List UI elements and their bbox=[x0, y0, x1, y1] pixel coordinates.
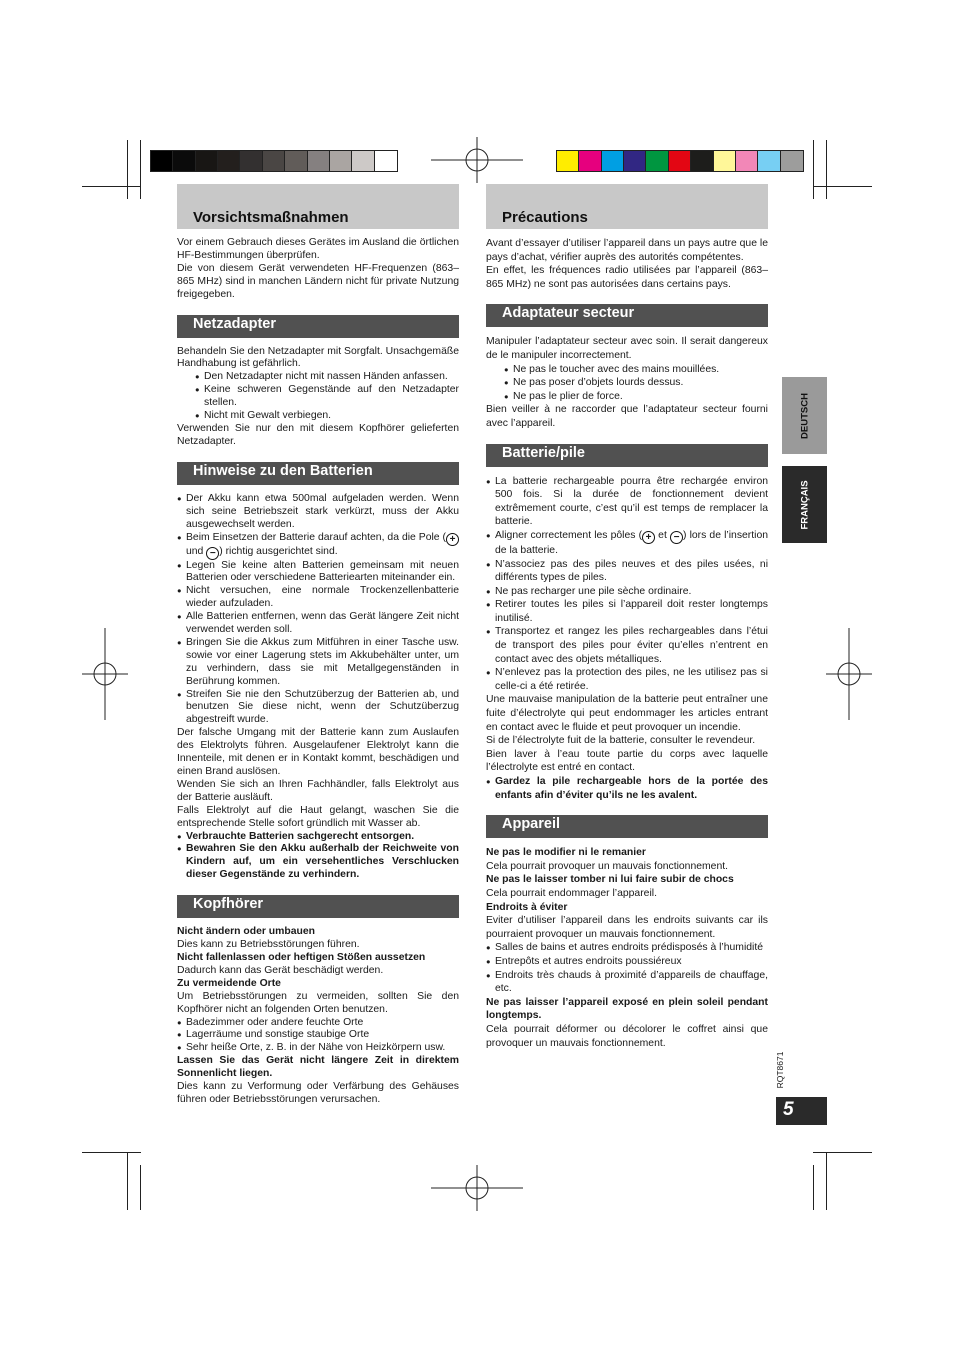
crop-mark bbox=[813, 140, 814, 199]
list-item: ● Endroits très chauds à proximité d’appareils de chauffage, etc. bbox=[486, 969, 768, 996]
crop-mark bbox=[813, 1165, 814, 1210]
section-title: Précautions bbox=[502, 209, 588, 227]
color-swatch bbox=[196, 151, 218, 171]
section-header bbox=[486, 815, 768, 838]
bullet-list bbox=[486, 475, 768, 694]
color-swatch bbox=[691, 151, 713, 171]
paragraph: Cela pourrait déformer ou décolorer le coffret ainsi que provoquer un mauvais fonctionnement. bbox=[486, 1023, 768, 1049]
color-swatch bbox=[579, 151, 601, 171]
color-swatch bbox=[624, 151, 646, 171]
color-swatch bbox=[173, 151, 195, 171]
tab-deutsch-label: DEUTSCH bbox=[799, 392, 810, 439]
crop-mark bbox=[140, 1165, 141, 1210]
french-column bbox=[486, 184, 768, 1050]
paragraph: Der falsche Umgang mit der Batterie kann zum Auslaufen des Elektrolyts führen. Ausgelaufener Elektrolyt kann die Innenteile, mit denen er in Kontakt kommt, beschädigen und einen Brand auslösen. bbox=[177, 727, 459, 777]
paragraph: Manipuler l’adaptateur secteur avec soin. Il serait dangereux de le manipuler incorrectement. bbox=[486, 336, 768, 361]
list-item: ● Keine schweren Gegenstände auf den Netzadapter stellen. bbox=[177, 384, 459, 410]
doc-code-text: RQT8671 bbox=[775, 1051, 785, 1089]
color-swatch bbox=[375, 151, 397, 171]
list-item: ● Den Netzadapter nicht mit nassen Händen anfassen. bbox=[177, 371, 459, 384]
paragraph: Avant d’essayer d’utiliser l’appareil dans un pays autre que le pays d’achat, vérifier auprès des autorités compétentes. bbox=[486, 238, 768, 263]
list-item: ● Bewahren Sie den Akku außerhalb der Reichweite von Kindern auf, um ein versehentliches Verschlucken dieser Gegenstände zu verhindern. bbox=[177, 843, 459, 882]
list-item: ● Bringen Sie die Akkus zum Mitführen in einer Tasche usw. sowie vor einer Lagerung stets im Akkubehälter unter, um zu verhindern, dass sie mit Metallgegenständen in Berührung kommen. bbox=[177, 637, 459, 689]
text: und bbox=[186, 545, 207, 557]
subheading: Ne pas le laisser tomber ni lui faire subir de chocs bbox=[486, 874, 734, 886]
section-title: Hinweise zu den Batterien bbox=[193, 462, 373, 479]
bullet-list bbox=[177, 1017, 459, 1056]
crop-mark bbox=[82, 1152, 141, 1153]
color-swatch bbox=[669, 151, 691, 171]
page-number: 5 bbox=[783, 1099, 794, 1120]
color-swatch bbox=[330, 151, 352, 171]
subheading: Nicht ändern oder umbauen bbox=[177, 926, 315, 938]
paragraph: Cela pourrait provoquer un mauvais fonctionnement. bbox=[486, 860, 729, 872]
tab-deutsch bbox=[782, 377, 827, 454]
list-item: ● Entrepôts et autres endroits poussiéreux bbox=[486, 955, 768, 969]
color-swatch bbox=[240, 151, 262, 171]
crop-mark bbox=[82, 186, 141, 187]
color-swatch bbox=[263, 151, 285, 171]
list-item: ● Legen Sie keine alten Batterien gemeinsam mit neuen Batterien oder verschiedene Batteriearten miteinander ein. bbox=[177, 560, 459, 586]
bullet-list bbox=[177, 371, 459, 423]
plus-pole-icon: + bbox=[446, 533, 459, 546]
paragraph: Falls Elektrolyt auf die Haut gelangt, waschen Sie die entsprechende Stelle sofort gründlich mit Wasser ab. bbox=[177, 804, 459, 829]
list-item: ● Lagerräume und sonstige staubige Orte bbox=[177, 1029, 459, 1042]
list-item: ● Ne pas recharger une pile sèche ordinaire. bbox=[486, 585, 768, 599]
list-item: ● Verbrauchte Batterien sachgerecht entsorgen. bbox=[177, 831, 459, 844]
section-header bbox=[177, 462, 459, 485]
color-swatch bbox=[646, 151, 668, 171]
tab-francais-label: FRANÇAIS bbox=[799, 479, 810, 530]
list-item: ● Retirer toutes les piles si l’appareil doit rester longtemps inutilisé. bbox=[486, 598, 768, 625]
list-item: ● Sehr heiße Orte, z. B. in der Nähe von Heizkörpern usw. bbox=[177, 1042, 459, 1055]
text: Beim Einsetzen der Batterie darauf achten, da die Pole ( bbox=[186, 531, 446, 543]
page-number-box bbox=[776, 1097, 827, 1125]
list-item bbox=[486, 529, 768, 558]
list-item: ● Ne pas poser d’objets lourds dessus. bbox=[486, 376, 768, 390]
list-item: ● Nicht versuchen, eine normale Trockenzellenbatterie wieder aufzuladen. bbox=[177, 585, 459, 611]
crop-mark bbox=[813, 186, 872, 187]
paragraph: Bien veiller à ne raccorder que l’adaptateur secteur fourni avec l’appareil. bbox=[486, 404, 768, 429]
text: ) richtig ausgerichtet sind. bbox=[219, 545, 338, 557]
bullet-list bbox=[486, 941, 768, 995]
color-swatch bbox=[736, 151, 758, 171]
section-header bbox=[177, 315, 459, 338]
paragraph: Si de l’électrolyte fuit de la batterie, consulter le revendeur. bbox=[486, 735, 756, 747]
section-header bbox=[177, 184, 459, 229]
list-item: ● Alle Batterien entfernen, wenn das Gerät längere Zeit nicht verwendet werden soll. bbox=[177, 611, 459, 637]
section-title: Appareil bbox=[502, 816, 561, 833]
registration-mark-icon bbox=[82, 628, 128, 720]
section-header bbox=[486, 444, 768, 467]
list-item: ● Ne pas le toucher avec des mains mouillées. bbox=[486, 363, 768, 377]
subheading: Nicht fallenlassen oder heftigen Stößen aussetzen bbox=[177, 951, 426, 963]
crop-mark bbox=[826, 1152, 827, 1210]
color-swatch bbox=[602, 151, 624, 171]
minus-pole-icon: − bbox=[206, 547, 219, 560]
tab-francais bbox=[782, 466, 827, 543]
list-item bbox=[177, 532, 459, 560]
registration-mark-icon bbox=[431, 1165, 523, 1211]
list-item: ● Badezimmer oder andere feuchte Orte bbox=[177, 1017, 459, 1030]
color-swatch bbox=[758, 151, 780, 171]
list-item: ● N’associez pas des piles neuves et des piles usées, ni différents types de piles. bbox=[486, 558, 768, 585]
paragraph: Behandeln Sie den Netzadapter mit Sorgfalt. Unsachgemäße Handhabung ist gefährlich. bbox=[177, 345, 459, 370]
gray-calibration-strip bbox=[150, 150, 398, 172]
paragraph: Dies kann zu Verformung oder Verfärbung des Gehäuses führen oder Betriebsstörungen verursachen. bbox=[177, 1081, 459, 1105]
list-item: ● Nicht mit Gewalt verbiegen. bbox=[177, 410, 459, 423]
paragraph: Dadurch kann das Gerät beschädigt werden. bbox=[177, 964, 384, 976]
paragraph: Verwenden Sie nur den mit diesem Kopfhörer gelieferten Netzadapter. bbox=[177, 422, 459, 447]
paragraph: Um Betriebsstörungen zu vermeiden, sollten Sie den Kopfhörer nicht an folgenden Orten benutzen. bbox=[177, 990, 459, 1015]
color-swatch bbox=[218, 151, 240, 171]
section-header bbox=[486, 304, 768, 327]
minus-pole-icon: − bbox=[670, 531, 683, 544]
list-item: ● Der Akku kann etwa 500mal aufgeladen werden. Wenn sich seine Betriebszeit stark verkürzt, muss der Akku ausgewechselt werden. bbox=[177, 493, 459, 532]
bullet-list bbox=[177, 831, 459, 883]
crop-mark bbox=[826, 140, 827, 199]
paragraph: Une mauvaise manipulation de la batterie peut entraîner une fuite d’électrolyte qui peut endommager les articles entrant en contact avec le fluide et peut provoquer un incendie. bbox=[486, 694, 768, 733]
section-title: Batterie/pile bbox=[502, 444, 585, 461]
bullet-list bbox=[177, 493, 459, 728]
paragraph: En effet, les fréquences radio utilisées par l’appareil (863–865 MHz) ne sont pas autorisées dans certains pays. bbox=[486, 265, 768, 290]
list-item: ● N’enlevez pas la protection des piles, ne les utilisez pas si celle-ci a été retirée. bbox=[486, 666, 768, 693]
bullet-list bbox=[486, 363, 768, 404]
crop-mark bbox=[813, 1152, 872, 1153]
subheading: Lassen Sie das Gerät nicht längere Zeit in direktem Sonnenlicht liegen. bbox=[177, 1055, 459, 1080]
text: et bbox=[655, 529, 670, 541]
text: Aligner correctement les pôles ( bbox=[495, 529, 643, 541]
list-item: ● Ne pas le plier de force. bbox=[486, 390, 768, 404]
list-item: ● Transportez et rangez les piles rechargeables dans l’étui de transport des piles pour éviter qu’elles n’entrent en contact avec des objets métalliques. bbox=[486, 625, 768, 666]
color-swatch bbox=[308, 151, 330, 171]
subheading: Ne pas laisser l’appareil exposé en plein soleil pendant longtemps. bbox=[486, 996, 768, 1022]
german-column bbox=[177, 184, 459, 1107]
text: ) lors de l’insertion de la batterie. bbox=[495, 529, 769, 556]
list-item: ● Gardez la pile rechargeable hors de la portée des enfants afin d’éviter qu’ils ne les avalent. bbox=[486, 775, 768, 802]
section-title: Netzadapter bbox=[193, 315, 276, 332]
registration-mark-icon bbox=[431, 137, 523, 183]
color-calibration-strip bbox=[556, 150, 804, 172]
crop-mark bbox=[127, 140, 128, 199]
color-swatch bbox=[714, 151, 736, 171]
color-swatch bbox=[151, 151, 173, 171]
color-swatch bbox=[781, 151, 803, 171]
subheading: Ne pas le modifier ni le remanier bbox=[486, 847, 646, 859]
plus-pole-icon: + bbox=[642, 531, 655, 544]
list-item: ● Salles de bains et autres endroits prédisposés à l’humidité bbox=[486, 941, 768, 955]
section-title: Adaptateur secteur bbox=[502, 305, 635, 322]
color-swatch bbox=[352, 151, 374, 171]
color-swatch bbox=[285, 151, 307, 171]
section-title: Kopfhörer bbox=[193, 896, 264, 913]
paragraph: Cela pourrait endommager l’appareil. bbox=[486, 887, 657, 899]
section-header bbox=[177, 895, 459, 918]
paragraph: Eviter d’utiliser l’appareil dans les endroits suivants car ils pourraient provoquer un mauvais fonctionnement. bbox=[486, 915, 768, 940]
registration-mark-icon bbox=[826, 628, 872, 720]
subheading: Endroits à éviter bbox=[486, 901, 568, 913]
paragraph: Dies kann zu Betriebsstörungen führen. bbox=[177, 939, 360, 951]
crop-mark bbox=[127, 1152, 128, 1210]
paragraph: Vor einem Gebrauch dieses Gerätes im Ausland die örtlichen HF-Bestimmungen überprüfen. bbox=[177, 237, 459, 261]
color-swatch bbox=[557, 151, 579, 171]
section-header bbox=[486, 184, 768, 229]
paragraph: Wenden Sie sich an Ihren Fachhändler, falls Elektrolyt aus der Batterie ausläuft. bbox=[177, 778, 459, 803]
crop-mark bbox=[140, 140, 141, 199]
bullet-list bbox=[486, 775, 768, 802]
section-title: Vorsichtsmaßnahmen bbox=[193, 209, 349, 227]
paragraph: Die von diesem Gerät verwendeten HF-Frequenzen (863–865 MHz) sind in manchen Ländern nicht für private Nutzung freigegeben. bbox=[177, 262, 459, 300]
paragraph: Bien laver à l’eau toute partie du corps avec laquelle l’électrolyte est entré en contact. bbox=[486, 748, 768, 774]
list-item: ● La batterie rechargeable pourra être rechargée environ 500 fois. Si la durée de fonctionnement devient extrêmement courte, c’est qu’il est temps de remplacer la batterie. bbox=[486, 475, 768, 529]
list-item: ● Streifen Sie nie den Schutzüberzug der Batterien ab, und benutzen Sie diese nicht, wenn der Schutzüberzug abgestreift wurde. bbox=[177, 689, 459, 728]
subheading: Zu vermeidende Orte bbox=[177, 977, 281, 989]
